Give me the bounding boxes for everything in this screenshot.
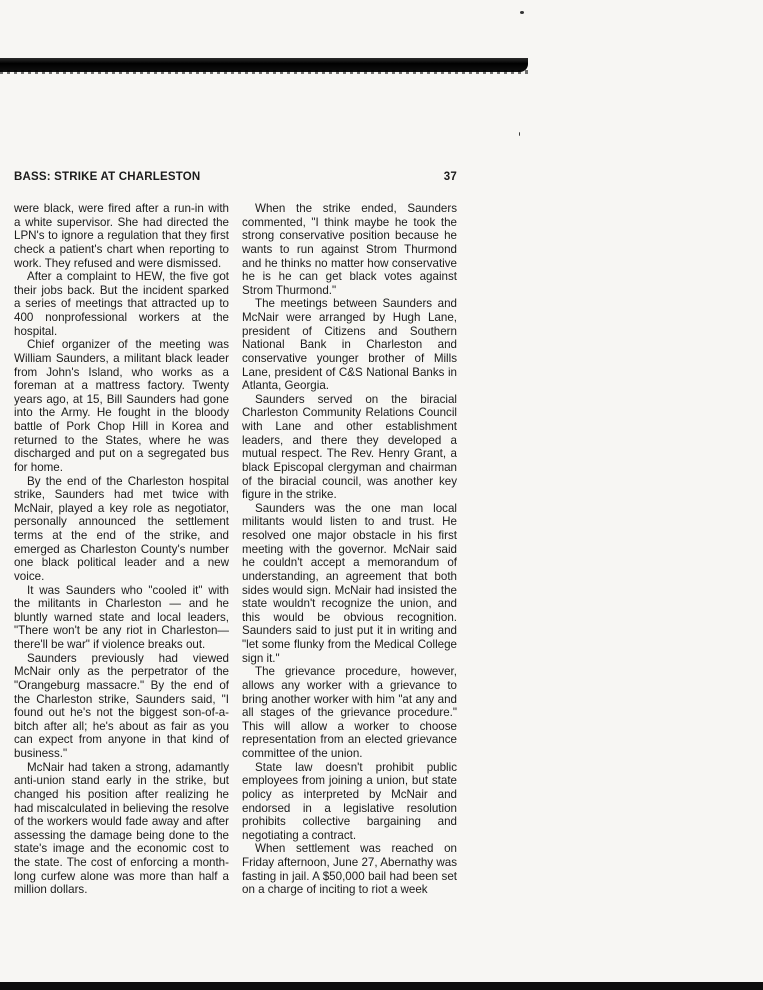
scan-speck xyxy=(519,132,520,136)
paragraph: Saunders previously had viewed McNair only as the perpetrator of the "Orangeburg massacre." By the end of the Charleston strike, Saunders said, "I found out he's not the biggest son-of-a-bitch after all; he's about as fair as you can expect from anyone in that kind of business." xyxy=(14,651,229,760)
right-column xyxy=(242,202,457,897)
scan-edge-texture xyxy=(0,70,528,74)
running-head: BASS: STRIKE AT CHARLESTON xyxy=(14,171,201,183)
paragraph: By the end of the Charleston hospital strike, Saunders had met twice with McNair, played a key role as negotiator, personally announced the settlement terms at the end of the strike, and emerged as Charleston County's number one black political leader and a new voice. xyxy=(14,474,229,583)
page-header xyxy=(14,171,457,187)
paragraph: When the strike ended, Saunders commented, "I think maybe he took the strong conservative position because he wants to run against Strom Thurmond and he thinks no matter how conservative he is he can get black votes against Strom Thurmond." xyxy=(242,202,457,297)
paragraph: Saunders served on the biracial Charleston Community Relations Council with Lane and other establishment leaders, and there they developed a mutual respect. The Rev. Henry Grant, a black Episcopal clergyman and chairman of the biracial council, was another key figure in the strike. xyxy=(242,392,457,502)
paragraph: McNair had taken a strong, adamantly anti-union stand early in the strike, but changed his position after realizing he had miscalculated in believing the resolve of the workers would fade away and after assessing the damage being done to the state's image and the economic cost to the state. The cost of enforcing a month-long curfew alone was more than half a million dollars. xyxy=(14,760,229,897)
paragraph: Chief organizer of the meeting was William Saunders, a militant black leader from John's Island, who works as a foreman at a mattress factory. Twenty years ago, at 15, Bill Saunders had gone into the Army. He fought in the bloody battle of Pork Chop Hill in Korea and returned to the States, where he was discharged and put on a segregated bus for home. xyxy=(14,338,229,474)
page-number: 37 xyxy=(443,171,457,183)
paragraph: State law doesn't prohibit public employees from joining a union, but state policy as interpreted by McNair and endorsed in a legislative resolution prohibits collective bargaining and negotiating a contract. xyxy=(242,760,457,842)
paragraph: After a complaint to HEW, the five got their jobs back. But the incident sparked a series of meetings that attracted up to 400 nonprofessional workers at the hospital. xyxy=(14,270,229,338)
scan-edge-shadow-bottom xyxy=(0,982,763,990)
left-column xyxy=(14,202,229,897)
paragraph: Saunders was the one man local militants would listen to and trust. He resolved one major obstacle in his first meeting with the governor. McNair said he couldn't accept a memorandum of understanding, an agreement that both sides would sign. McNair had insisted the state wouldn't recognize the union, and this would be obvious recognition. Saunders said to just put it in writing and "let some flunky from the Medical College sign it." xyxy=(242,501,457,665)
scan-speck xyxy=(520,11,524,14)
paragraph: were black, were fired after a run-in with a white supervisor. She had directed the LPN's to ignore a regulation that they first check a patient's chart when reporting to work. They refused and were dismissed. xyxy=(14,202,229,270)
paragraph: The grievance procedure, however, allows any worker with a grievance to bring another worker with him "at any and all stages of the grievance procedure." This will allow a worker to choose representation from an elected grievance committee of the union. xyxy=(242,665,457,760)
paragraph: When settlement was reached on Friday afternoon, June 27, Abernathy was fasting in jail. A $50,000 bail had been set on a charge of inciting to riot a week xyxy=(242,842,457,897)
paragraph: It was Saunders who "cooled it" with the militants in Charleston — and he bluntly warned state and local leaders, "There won't be any riot in Charleston—there'll be war" if violence breaks out. xyxy=(14,583,229,651)
paragraph: The meetings between Saunders and McNair were arranged by Hugh Lane, president of Citizens and Southern National Bank in Charleston and conservative younger brother of Mills Lane, president of C&S National Banks in Atlanta, Georgia. xyxy=(242,297,457,393)
